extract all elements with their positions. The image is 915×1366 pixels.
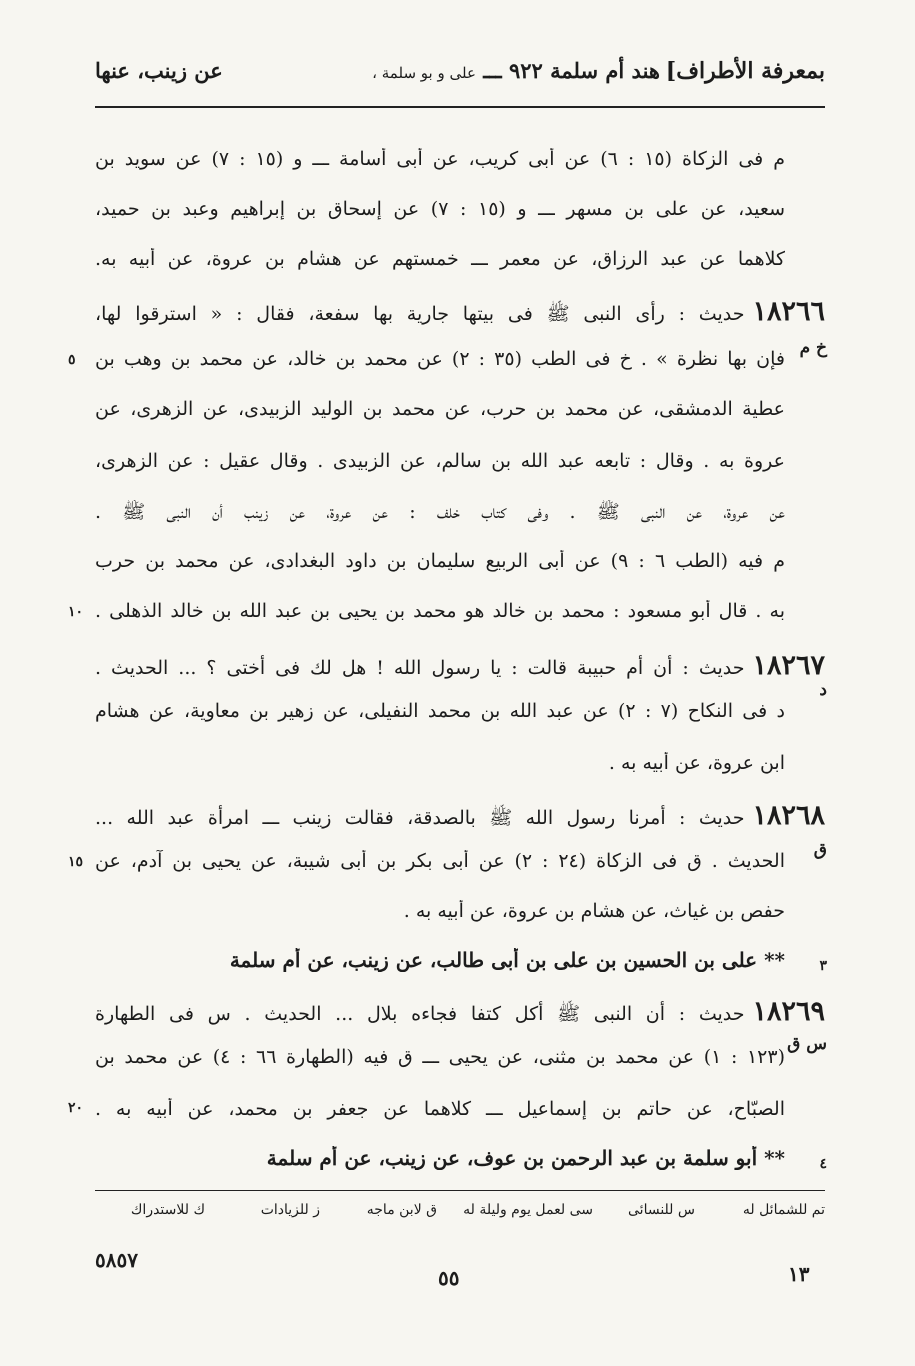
line-number: ١٠ xyxy=(68,604,84,620)
text-line: عطية الدمشقى، عن محمد بن حرب، عن محمد بن الوليد الزبيدى، عن الزهرى، عن xyxy=(95,398,785,420)
hadith-text: حديث : أمرنا رسول الله ﷺ بالصدقة، فقالت زينب ـــ امرأة عبد الله ... xyxy=(95,807,745,829)
text-line: حفص بن غياث، عن هشام بن عروة، عن أبيه به . xyxy=(403,900,785,922)
margin-count: ٤ xyxy=(819,1156,827,1172)
header-chain: عن زينب، عنها xyxy=(95,58,223,83)
hadith-text: حديث : رأى النبى ﷺ فى بيتها جارية بها سفعة، فقال : « استرقوا لها، xyxy=(95,303,745,325)
margin-sigla: د xyxy=(819,680,827,700)
line-number: ٢٠ xyxy=(68,1100,84,1116)
page-number-left: ٥٨٥٧ xyxy=(95,1248,138,1272)
line-number: ٥ xyxy=(68,352,76,368)
chain-heading: ** أبو سلمة بن عبد الرحمن بن عوف، عن زينب، عن أم سلمة xyxy=(266,1146,785,1170)
margin-sigla: ق xyxy=(813,840,827,860)
hadith-text: حديث : أن النبى ﷺ أكل كتفا فجاءه بلال ... الحديث . س فى الطهارة xyxy=(95,1003,745,1025)
abbrev-istidrak: ك للاستدراك xyxy=(130,1202,205,1218)
footnote-divider xyxy=(95,1190,825,1191)
text-line: سعيد، عن على بن مسهر ـــ و (١٥ : ٧) عن إسحاق بن إبراهيم وعبد بن حميد، xyxy=(95,198,785,220)
text-line: الصبّاح، عن حاتم بن إسماعيل ـــ كلاهما عن جعفر بن محمد، عن أبيه به . xyxy=(95,1098,785,1120)
text-line: كلاهما عن عبد الرزاق، عن معمر ـــ خمستهم عن هشام بن عروة، عن أبيه به. xyxy=(95,248,785,270)
text-line: ابن عروة، عن أبيه به . xyxy=(608,752,785,774)
hadith-number: ١٨٢٦٦ xyxy=(752,296,825,327)
text-line: د فى النكاح (٧ : ٢) عن عبد الله بن محمد النفيلى، عن زهير بن معاوية، عن هشام xyxy=(95,700,785,722)
hadith-heading xyxy=(95,800,825,834)
header-chapter-note: على و بو سلمة ، xyxy=(372,64,476,82)
page-number-right: ١٣ xyxy=(788,1262,810,1286)
text-line: عن عروة، عن النبى ﷺ . وفى كتاب خلف : عن عروة، عن زينب أن النبى ﷺ . xyxy=(95,501,785,523)
text-line: به . قال أبو مسعود : محمد بن خالد هو محمد بن يحيى بن عبد الله بن خالد الذهلى . xyxy=(95,600,785,622)
abbrev-nasai: س للنسائى xyxy=(628,1202,695,1218)
margin-count: ٣ xyxy=(819,958,827,974)
abbrev-ibn-majah: ق لابن ماجه xyxy=(366,1202,437,1218)
header-chapter xyxy=(372,58,660,83)
hadith-heading xyxy=(95,650,825,681)
text-line: م فيه (الطب ٦ : ٩) عن أبى الربيع سليمان بن داود البغدادى، عن محمد بن حرب xyxy=(95,550,785,572)
hadith-number: ١٨٢٦٩ xyxy=(752,996,825,1027)
hadith-text: حديث : أن أم حبيبة قالت : يا رسول الله ! هل لك فى أختى ؟ ... الحديث . xyxy=(95,657,745,679)
hadith-heading xyxy=(95,996,825,1030)
text-line: (١٢٣ : ١) عن محمد بن مثنى، عن يحيى ـــ ق فيه (الطهارة ٦٦ : ٤) عن محمد بن xyxy=(95,1046,785,1068)
page-number-center: ٥٥ xyxy=(438,1266,460,1290)
line-number: ١٥ xyxy=(68,854,84,870)
hadith-number: ١٨٢٦٨ xyxy=(752,800,825,831)
text-line: فإن بها نظرة » . خ فى الطب (٣٥ : ٢) عن محمد بن خالد، عن محمد بن وهب بن xyxy=(95,348,785,370)
page-header xyxy=(95,52,825,108)
hadith-number: ١٨٢٦٧ xyxy=(752,650,825,681)
header-chapter-title: هند أم سلمة ٩٢٢ ـــ xyxy=(483,58,660,83)
abbrev-ziyadat: ز للزيادات xyxy=(260,1202,320,1218)
text-line: الحديث . ق فى الزكاة (٢٤ : ٢) عن أبى بكر بن أبى شيبة، عن يحيى بن آدم، عن xyxy=(95,850,785,872)
margin-sigla: خ م xyxy=(799,338,827,358)
abbrev-shamail: تم للشمائل له xyxy=(742,1202,825,1218)
abbrev-amal-yawm: سى لعمل يوم وليلة له xyxy=(463,1202,593,1218)
text-line: عروة به . وقال : تابعه عبد الله بن سالم، عن الزبيدى . وقال عقيل : عن الزهرى، xyxy=(95,450,785,472)
header-book-title: بمعرفة الأطراف] xyxy=(665,58,825,84)
chain-heading: ** على بن الحسين بن على بن أبى طالب، عن زينب، عن أم سلمة xyxy=(229,948,785,972)
abbreviation-key xyxy=(90,1202,825,1228)
text-line: م فى الزكاة (١٥ : ٦) عن أبى كريب، عن أبى أسامة ـــ و (١٥ : ٧) عن سويد بن xyxy=(95,148,785,170)
hadith-heading xyxy=(95,296,825,330)
margin-sigla: س ق xyxy=(787,1034,827,1054)
